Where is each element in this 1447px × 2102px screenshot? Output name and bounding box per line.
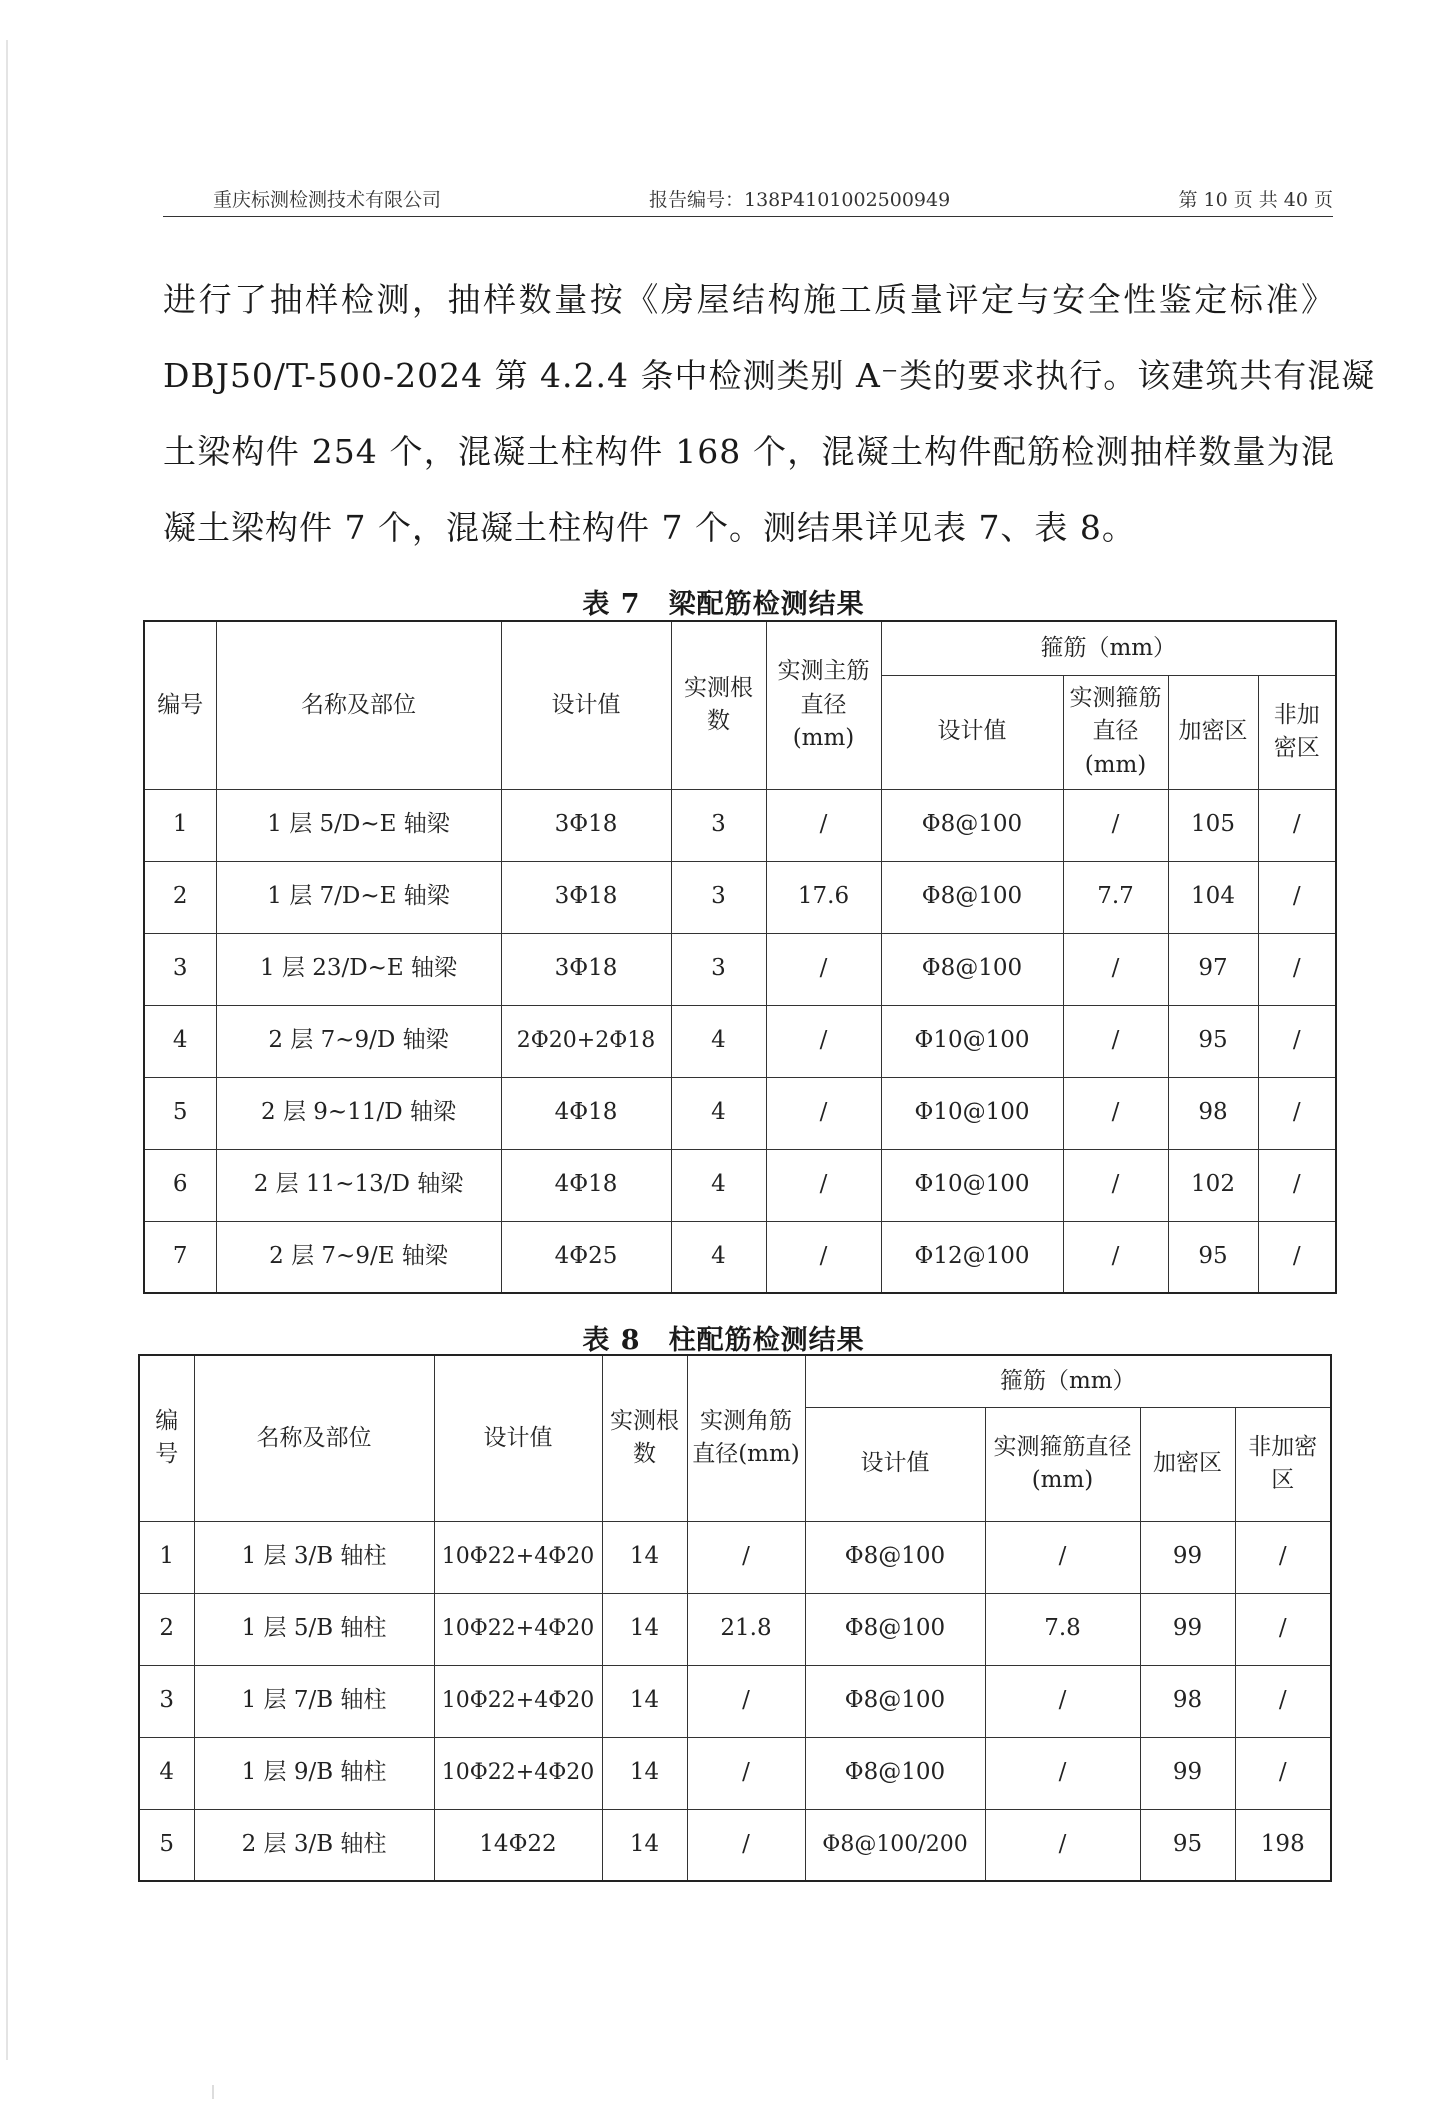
paragraph-line: 土梁构件 254 个，混凝土柱构件 168 个，混凝土构件配筋检测抽样数量为混 [163,432,1335,471]
table-cell: / [1063,1077,1168,1149]
table-row [139,1809,1331,1881]
table-cell: / [1235,1665,1331,1737]
table-row [139,1737,1331,1809]
table8-body [139,1355,1331,1881]
table-cell: / [766,1077,881,1149]
table-cell: / [1258,1221,1336,1293]
table7-header-stirrup-design: 设计值 [881,675,1063,789]
table-cell: 2 [144,861,216,933]
table-cell: 1 层 7/B 轴柱 [194,1665,434,1737]
table-cell: 4 [139,1737,194,1809]
table-cell: 4 [671,1005,766,1077]
table8-caption: 表 8 柱配筋检测结果 [582,1325,865,1356]
table-cell: / [1063,933,1168,1005]
table7-header-name: 名称及部位 [216,621,501,789]
table-cell: 14Φ22 [434,1809,602,1881]
table-row [144,933,1336,1005]
table7-header-dense: 加密区 [1168,675,1258,789]
table-cell: 2 层 11~13/D 轴梁 [216,1149,501,1221]
table-cell: Φ8@100 [881,789,1063,861]
table-cell: 14 [602,1593,687,1665]
table-cell: 4Φ18 [501,1149,671,1221]
table8-header-stirrup-design: 设计值 [805,1407,985,1521]
table-cell: 7.7 [1063,861,1168,933]
table-cell: 2 [139,1593,194,1665]
table-cell: 98 [1168,1077,1258,1149]
table-cell: / [985,1521,1140,1593]
header-company: 重庆标测检测技术有限公司 [213,189,442,211]
table-cell: / [1258,789,1336,861]
table-cell: 95 [1140,1809,1235,1881]
table-row [144,1221,1336,1293]
table-cell: 4 [144,1005,216,1077]
table-cell: 1 层 5/D~E 轴梁 [216,789,501,861]
table-cell: Φ12@100 [881,1221,1063,1293]
table8-header-stirrup-group: 箍筋（mm） [805,1355,1331,1407]
table-row [139,1521,1331,1593]
table-cell: 102 [1168,1149,1258,1221]
table-cell: / [766,933,881,1005]
table-cell: 99 [1140,1737,1235,1809]
table-cell: 1 层 7/D~E 轴梁 [216,861,501,933]
table-cell: 1 层 3/B 轴柱 [194,1521,434,1593]
table-cell: 1 层 5/B 轴柱 [194,1593,434,1665]
table-cell: 2 层 7~9/E 轴梁 [216,1221,501,1293]
table-cell: 14 [602,1665,687,1737]
table7-header-design: 设计值 [501,621,671,789]
table-cell: / [1063,1221,1168,1293]
table-cell: 2 层 7~9/D 轴梁 [216,1005,501,1077]
table-cell: / [766,1149,881,1221]
table-cell: / [1235,1521,1331,1593]
table-cell: / [687,1809,805,1881]
scan-mark [212,2085,214,2099]
table-cell: / [1258,861,1336,933]
table7-beam-reinforcement [143,620,1337,1294]
header-report-number: 报告编号：138P4101002500949 [649,189,951,211]
table-row [144,1077,1336,1149]
paragraph-line: 凝土梁构件 7 个，混凝土柱构件 7 个。测结果详见表 7、表 8。 [163,508,1136,547]
table7-caption: 表 7 梁配筋检测结果 [582,589,865,620]
table-cell: 10Φ22+4Φ20 [434,1521,602,1593]
table-cell: 3Φ18 [501,861,671,933]
table-cell: 4 [671,1149,766,1221]
table-cell: 2 层 3/B 轴柱 [194,1809,434,1881]
table-cell: 3Φ18 [501,933,671,1005]
table-cell: 10Φ22+4Φ20 [434,1593,602,1665]
table-cell: 10Φ22+4Φ20 [434,1665,602,1737]
table-cell: 104 [1168,861,1258,933]
table-cell: 3 [139,1665,194,1737]
table-cell: Φ8@100 [805,1593,985,1665]
table-cell: / [1063,1149,1168,1221]
table-cell: Φ8@100 [805,1737,985,1809]
table-cell: / [1063,789,1168,861]
table-cell: 5 [139,1809,194,1881]
table-cell: 14 [602,1809,687,1881]
table-cell: / [1258,1077,1336,1149]
table-cell: / [766,1221,881,1293]
table-cell: 97 [1168,933,1258,1005]
table-cell: 10Φ22+4Φ20 [434,1737,602,1809]
table8-header-stirrup-dia: 实测箍筋直径(mm) [985,1407,1140,1521]
header-page-info: 第 10 页 共 40 页 [1178,189,1333,211]
table-cell: 99 [1140,1593,1235,1665]
table-cell: 7.8 [985,1593,1140,1665]
table-cell: 2 层 9~11/D 轴梁 [216,1077,501,1149]
table8-header-non-dense: 非加密区 [1235,1407,1331,1521]
table-cell: / [687,1665,805,1737]
table-row [144,789,1336,861]
table-cell: / [1258,933,1336,1005]
table-cell: / [766,1005,881,1077]
table7-header-non-dense: 非加密区 [1258,675,1336,789]
table-cell: / [687,1521,805,1593]
table7-header-count: 实测根数 [671,621,766,789]
table-cell: 6 [144,1149,216,1221]
table-row [144,861,1336,933]
paragraph-line: DBJ50/T-500-2024 第 4.2.4 条中检测类别 A⁻类的要求执行。该建筑共有混凝 [163,356,1376,395]
table-cell: Φ10@100 [881,1077,1063,1149]
table-row [139,1593,1331,1665]
table7-header-main-dia: 实测主筋直径(mm) [766,621,881,789]
table7-body [144,621,1336,1293]
table8-header-row [139,1355,1331,1407]
table-cell: / [985,1737,1140,1809]
table8-header-dense: 加密区 [1140,1407,1235,1521]
table-cell: 95 [1168,1005,1258,1077]
table-cell: 4 [671,1221,766,1293]
table-cell: 4 [671,1077,766,1149]
table-cell: Φ8@100 [805,1665,985,1737]
table-cell: 1 层 23/D~E 轴梁 [216,933,501,1005]
table-cell: 3 [671,861,766,933]
table-cell: 21.8 [687,1593,805,1665]
table-cell: 14 [602,1737,687,1809]
table-row [144,1005,1336,1077]
table-cell: / [1063,1005,1168,1077]
table7-header-no: 编号 [144,621,216,789]
table-cell: 99 [1140,1521,1235,1593]
table-cell: Φ8@100 [881,861,1063,933]
table-cell: 3 [671,933,766,1005]
table-cell: 3 [144,933,216,1005]
table-cell: / [985,1665,1140,1737]
table-row [144,1149,1336,1221]
table-cell: / [687,1737,805,1809]
table8-header-count: 实测根数 [602,1355,687,1521]
table-cell: Φ8@100/200 [805,1809,985,1881]
table-cell: 198 [1235,1809,1331,1881]
table-cell: Φ10@100 [881,1149,1063,1221]
table8-header-corner-dia: 实测角筋直径(mm) [687,1355,805,1521]
body-paragraph [163,262,1376,566]
table-cell: 4Φ18 [501,1077,671,1149]
table-cell: 14 [602,1521,687,1593]
table-cell: Φ8@100 [805,1521,985,1593]
table-cell: 17.6 [766,861,881,933]
table-cell: / [985,1809,1140,1881]
table-cell: 3Φ18 [501,789,671,861]
page-edge-shadow [6,40,8,2060]
table7-header-stirrup-group: 箍筋（mm） [881,621,1336,675]
table-cell: / [1235,1593,1331,1665]
page-header [163,182,1333,217]
table-cell: Φ8@100 [881,933,1063,1005]
table-cell: / [766,789,881,861]
table-cell: 4Φ25 [501,1221,671,1293]
table8-header-name: 名称及部位 [194,1355,434,1521]
table-cell: 3 [671,789,766,861]
table-cell: Φ10@100 [881,1005,1063,1077]
table-cell: 7 [144,1221,216,1293]
table-cell: 98 [1140,1665,1235,1737]
table-cell: 2Φ20+2Φ18 [501,1005,671,1077]
table7-header-row [144,621,1336,675]
table7-header-stirrup-dia: 实测箍筋直径(mm) [1063,675,1168,789]
table-cell: 105 [1168,789,1258,861]
table8-header-no: 编号 [139,1355,194,1521]
table8-header-design: 设计值 [434,1355,602,1521]
paragraph-line: 进行了抽样检测，抽样数量按《房屋结构施工质量评定与安全性鉴定标准》 [163,280,1335,319]
table-cell: 1 [139,1521,194,1593]
table-row [139,1665,1331,1737]
table8-column-reinforcement [138,1354,1332,1882]
table-cell: 1 [144,789,216,861]
table-cell: / [1258,1149,1336,1221]
table-cell: 95 [1168,1221,1258,1293]
table-cell: / [1235,1737,1331,1809]
table-cell: 1 层 9/B 轴柱 [194,1737,434,1809]
table-cell: / [1258,1005,1336,1077]
table-cell: 5 [144,1077,216,1149]
